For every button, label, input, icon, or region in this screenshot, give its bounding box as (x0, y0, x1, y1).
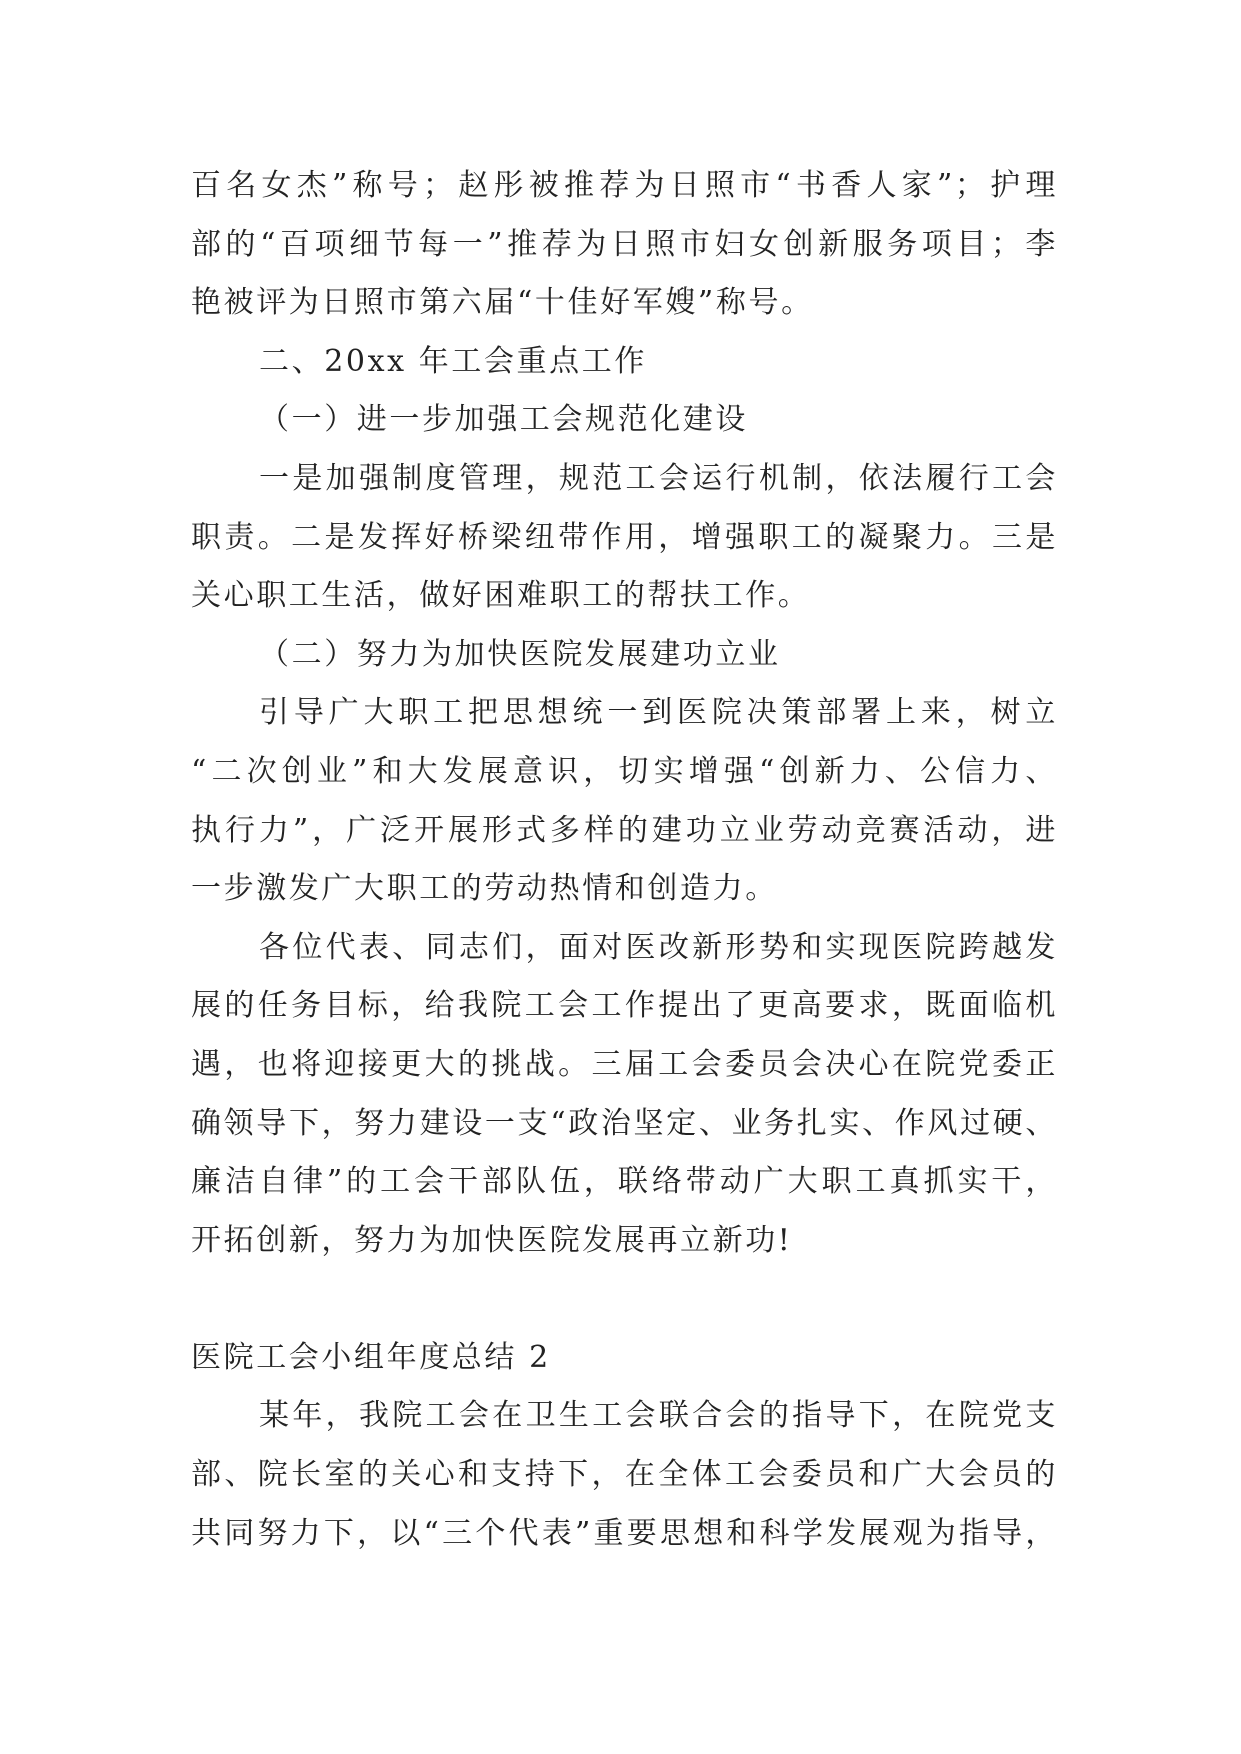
text-line: 某年，我院工会在卫生工会联合会的指导下，在院党支 (259, 1398, 1058, 1434)
text-line: 部、院长室的关心和支持下，在全体工会委员和广大会员的 (191, 1457, 1058, 1493)
text-line: 关心职工生活，做好困难职工的帮扶工作。 (191, 578, 811, 614)
text-line: 各位代表、同志们，面对医改新形势和实现医院跨越发 (259, 929, 1058, 965)
text-line: 开拓创新，努力为加快医院发展再立新功! (191, 1222, 793, 1258)
text-line: 执行力”，广泛开展形式多样的建功立业劳动竞赛活动，进 (191, 812, 1058, 848)
text-line: 确领导下，努力建设一支“政治坚定、业务扎实、作风过硬、 (191, 1105, 1058, 1141)
text-line: 百名女杰”称号；赵彤被推荐为日照市“书香人家”；护理 (191, 168, 1058, 203)
subsection-heading: （二）努力为加快医院发展建功立业 (259, 636, 781, 672)
text-line: 部的“百项细节每一”推荐为日照市妇女创新服务项目；李 (191, 226, 1058, 262)
text-line: “二次创业”和大发展意识，切实增强“创新力、公信力、 (191, 753, 1058, 789)
text-line: 艳被评为日照市第六届“十佳好军嫂”称号。 (191, 285, 814, 321)
document-body (191, 157, 1058, 1563)
text-line: 廉洁自律”的工会干部队伍，联络带动广大职工真抓实干， (191, 1164, 1058, 1200)
text-line: 引导广大职工把思想统一到医院决策部署上来，树立 (259, 695, 1058, 731)
text-line: 遇，也将迎接更大的挑战。三届工会委员会决心在院党委正 (191, 1046, 1058, 1082)
text-line: 展的任务目标，给我院工会工作提出了更高要求，既面临机 (191, 988, 1058, 1024)
text-line: 共同努力下，以“三个代表”重要思想和科学发展观为指导， (191, 1515, 1058, 1551)
text-line: 一步激发广大职工的劳动热情和创造力。 (191, 871, 778, 907)
blank-line (191, 1270, 1058, 1329)
subsection-heading: （一）进一步加强工会规范化建设 (259, 402, 748, 438)
text-line: 一是加强制度管理，规范工会运行机制，依法履行工会 (259, 460, 1058, 496)
document-title: 医院工会小组年度总结 2 (191, 1339, 551, 1375)
text-line: 职责。二是发挥好桥梁纽带作用，增强职工的凝聚力。三是 (191, 519, 1058, 555)
section-heading: 二、20xx 年工会重点工作 (259, 343, 647, 379)
